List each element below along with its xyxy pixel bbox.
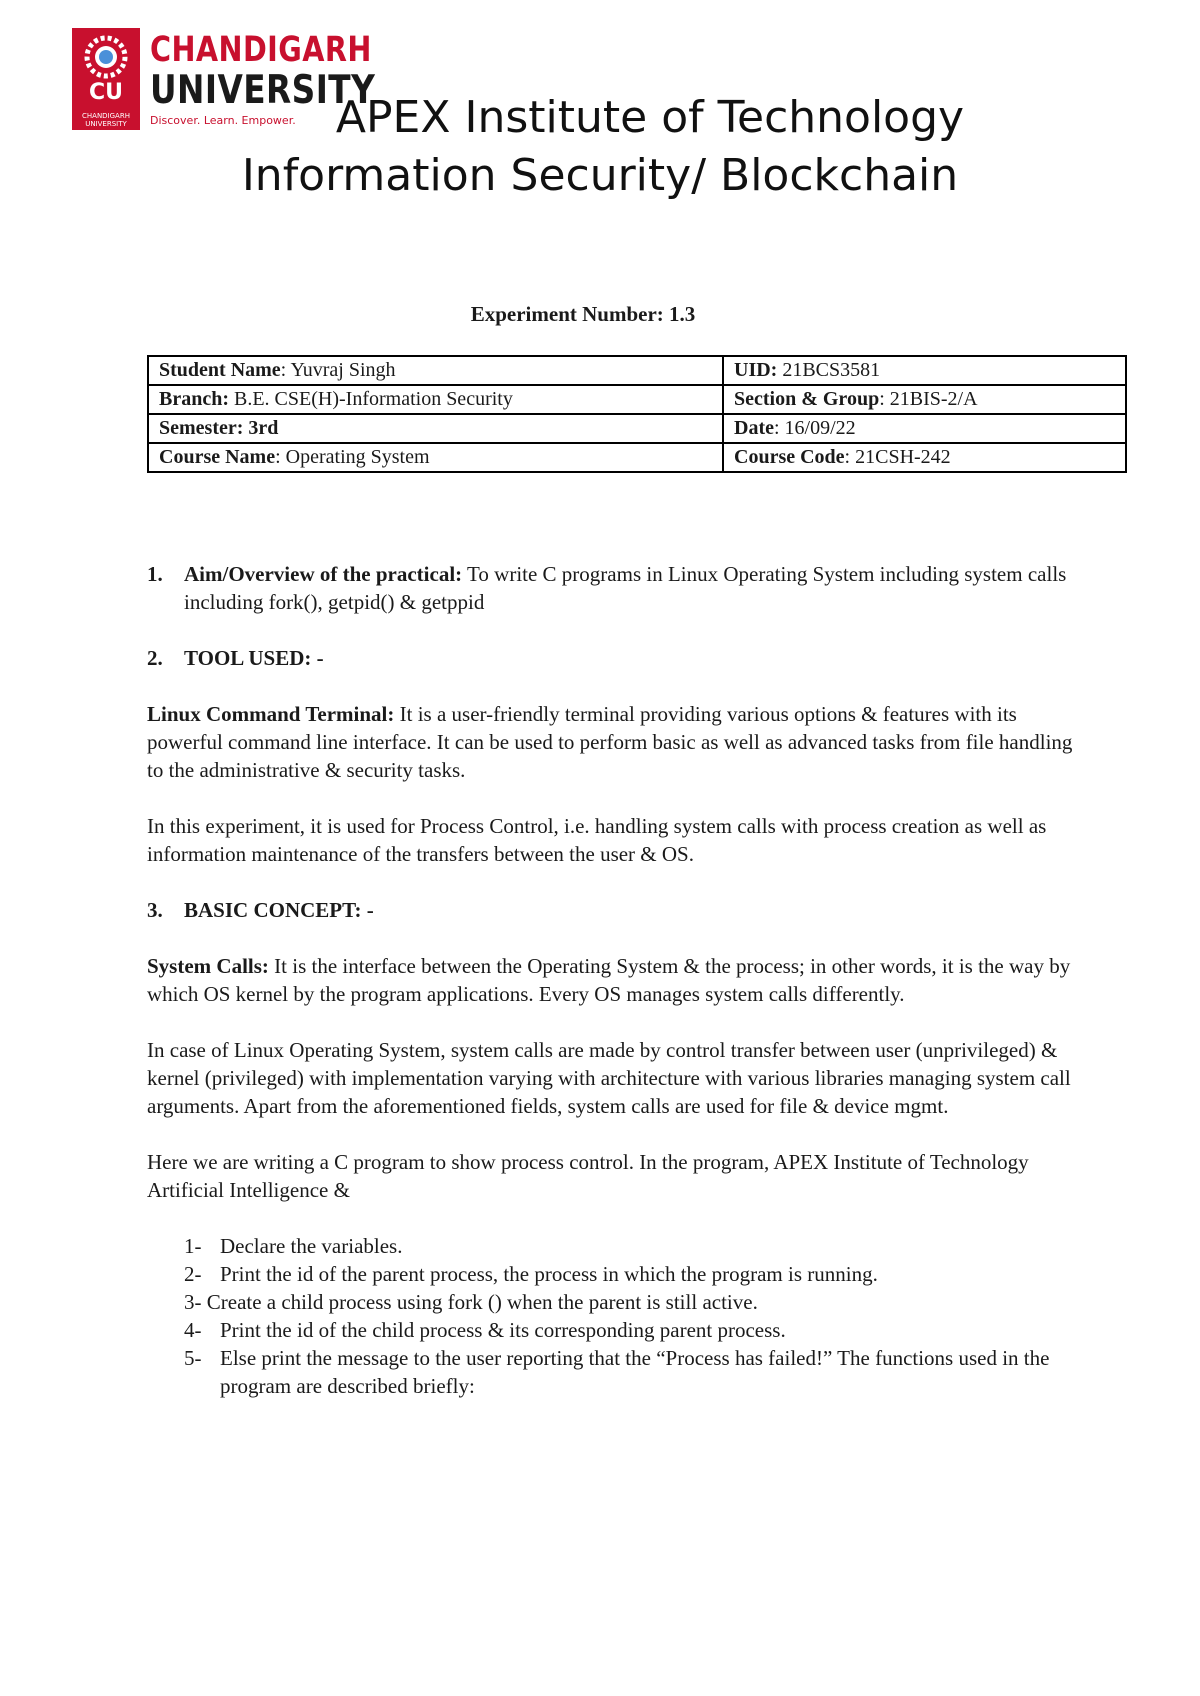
tool-heading: [147, 644, 1087, 672]
program-step: [184, 1260, 1087, 1288]
tool-label: Linux Command Terminal:: [147, 702, 395, 726]
program-step: [184, 1288, 1087, 1316]
info-cell-value: 21BIS-2/A: [889, 388, 978, 410]
program-steps-list: [184, 1232, 1087, 1400]
gear-emblem-icon: [78, 32, 134, 82]
info-table-cell: [723, 385, 1126, 414]
info-cell-separator: :: [879, 388, 890, 410]
experiment-number-value: 1.3: [669, 302, 696, 326]
step-number: 2-: [184, 1262, 202, 1286]
info-cell-value: 21CSH-242: [855, 446, 951, 468]
student-info-table: [147, 355, 1127, 473]
info-cell-label: Branch:: [159, 388, 229, 410]
info-cell-separator: :: [844, 446, 856, 468]
program-step: [184, 1316, 1087, 1344]
concept-heading-text: BASIC CONCEPT: -: [184, 898, 374, 922]
logo-mark-small-text: CHANDIGARH UNIVERSITY: [82, 112, 130, 128]
info-table-cell: [148, 414, 723, 443]
concept-paragraph-2: In case of Linux Operating System, system calls are made by control transfer between user (unprivileged) & kernel (privileged) with implementation varying with architecture with various libraries managing system call arguments. Apart from the aforementioned fields, system calls are used for file & device mgmt.: [147, 1038, 1071, 1118]
info-cell-value: Yuvraj Singh: [290, 359, 396, 381]
info-table-cell: [148, 356, 723, 385]
aim-section: [147, 560, 1087, 616]
aim-label: Aim/Overview of the practical:: [184, 562, 463, 586]
institute-title: APEX Institute of Technology: [335, 92, 965, 143]
concept-paragraph-1: [147, 952, 1087, 1008]
info-cell-value: 16/09/22: [784, 417, 856, 439]
info-cell-separator: :: [275, 446, 286, 468]
step-text: Else print the message to the user reporting that the “Process has failed!” The functions used in the program are described briefly:: [220, 1346, 1050, 1398]
step-number: 4-: [184, 1318, 202, 1342]
logo-mark-text: CU: [88, 80, 123, 105]
step-text: 3- Create a child process using fork () when the parent is still active.: [184, 1290, 758, 1314]
info-table-row: [148, 385, 1126, 414]
step-number: 1-: [184, 1234, 202, 1258]
section-number: 3.: [147, 898, 163, 922]
info-cell-value: 21BCS3581: [782, 359, 881, 381]
concept-text: It is the interface between the Operating System & the process; in other words, it is the way by which OS kernel by the program applications. Every OS manages system calls differently.: [147, 954, 1071, 1006]
info-table-row: [148, 414, 1126, 443]
concept-heading: [147, 896, 1087, 924]
program-step: [184, 1232, 1087, 1260]
concept-label: System Calls:: [147, 954, 269, 978]
logo-wordmark-line2: UNIVERSITY: [150, 68, 376, 113]
info-table-cell: [723, 356, 1126, 385]
logo-wordmark-line1: CHANDIGARH: [150, 30, 372, 70]
info-cell-label: Course Code: [734, 446, 845, 468]
info-cell-label: Semester: 3rd: [159, 417, 279, 439]
info-cell-value: Operating System: [285, 446, 430, 468]
info-cell-label: Student Name: [159, 359, 281, 381]
info-cell-separator: :: [773, 417, 785, 439]
info-table-cell: [723, 443, 1126, 472]
info-table-cell: [723, 414, 1126, 443]
tool-paragraph-2: In this experiment, it is used for Process Control, i.e. handling system calls with process creation as well as information maintenance of the transfers between the user & OS.: [147, 814, 1047, 866]
info-cell-label: Date: [734, 417, 774, 439]
experiment-number: [0, 302, 1166, 327]
info-table-row: [148, 356, 1126, 385]
info-table-cell: [148, 443, 723, 472]
experiment-number-label: Experiment Number:: [470, 302, 664, 326]
info-cell-label: UID:: [734, 359, 778, 381]
tool-text: It is a user-friendly terminal providing various options & features with its powerful command line interface. It can be used to perform basic as well as advanced tasks from file handling to the administrative & security tasks.: [147, 702, 1073, 782]
info-cell-value: B.E. CSE(H)-Information Security: [234, 388, 513, 410]
document-body: [147, 560, 1087, 1400]
step-text: Print the id of the child process & its corresponding parent process.: [220, 1318, 786, 1342]
department-title: Information Security/ Blockchain: [241, 150, 959, 201]
info-cell-label: Course Name: [159, 446, 276, 468]
tool-heading-text: TOOL USED: -: [184, 646, 324, 670]
info-cell-separator: :: [280, 359, 291, 381]
logo-tagline: Discover. Learn. Empower.: [150, 114, 296, 127]
tool-paragraph-1: [147, 700, 1087, 784]
step-text: Declare the variables.: [220, 1234, 403, 1258]
program-step: [184, 1344, 1087, 1400]
info-table-row: [148, 443, 1126, 472]
info-table-cell: [148, 385, 723, 414]
step-number: 5-: [184, 1346, 202, 1370]
step-text: Print the id of the parent process, the process in which the program is running.: [220, 1262, 878, 1286]
aim-text: To write C programs in Linux Operating System including system calls including fork(), getpid() & getppid: [184, 562, 1067, 614]
section-number: 2.: [147, 646, 163, 670]
concept-paragraph-3: Here we are writing a C program to show process control. In the program, APEX Institute of Technology Artificial Intelligence &: [147, 1150, 1029, 1202]
info-cell-label: Section & Group: [734, 388, 880, 410]
aim-paragraph: [184, 560, 1087, 616]
section-number: 1.: [147, 562, 163, 586]
